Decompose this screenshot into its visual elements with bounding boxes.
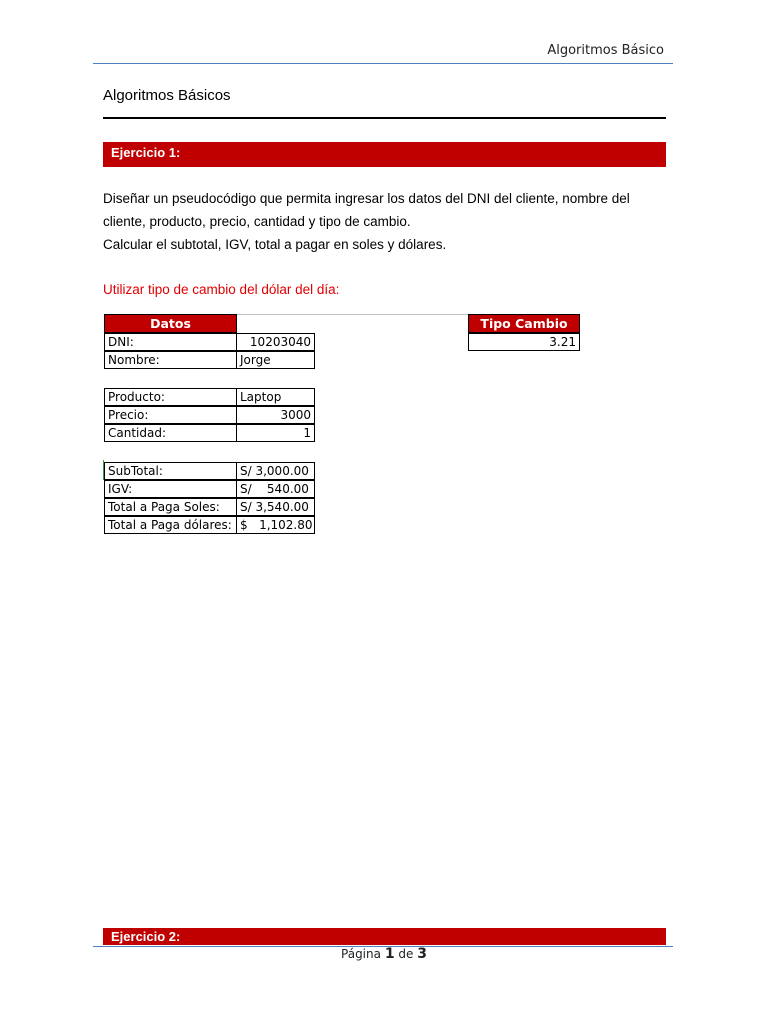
- footer-page-number: 1: [384, 946, 395, 962]
- exercise-1-paragraph-line-1: Diseñar un pseudocódigo que permita ingresar los datos del DNI del cliente, nombre del: [103, 191, 630, 206]
- page-footer: [0, 946, 768, 962]
- title-rule: [103, 117, 666, 119]
- label-nombre: Nombre:: [104, 351, 237, 369]
- label-total-soles: Total a Paga Soles:: [104, 498, 237, 516]
- value-total-dolares: $ 1,102.80: [236, 516, 315, 534]
- value-nombre: Jorge: [236, 351, 315, 369]
- exercise-1-banner: Ejercicio 1:: [103, 142, 666, 167]
- label-total-dolares: Total a Paga dólares:: [104, 516, 237, 534]
- header-rule: [93, 63, 673, 64]
- document-title: Algoritmos Básicos: [103, 87, 231, 104]
- exercise-1-paragraph-line-3: Calcular el subtotal, IGV, total a pagar en soles y dólares.: [103, 237, 447, 252]
- footer-page-label: Página: [341, 947, 381, 961]
- exercise-1-paragraph-line-2: cliente, producto, precio, cantidad y tipo de cambio.: [103, 214, 411, 229]
- exercise-2-banner: Ejercicio 2:: [103, 928, 666, 945]
- value-cantidad: 1: [236, 424, 315, 442]
- datos-header: Datos: [104, 314, 237, 333]
- footer-total-pages: 3: [417, 946, 427, 962]
- value-igv: S/ 540.00: [236, 480, 315, 498]
- value-producto: Laptop: [236, 388, 315, 406]
- value-dni: 10203040: [236, 333, 315, 351]
- label-producto: Producto:: [104, 388, 237, 406]
- tipo-cambio-header: Tipo Cambio: [468, 314, 580, 333]
- label-dni: DNI:: [104, 333, 237, 351]
- exchange-rate-note: Utilizar tipo de cambio del dólar del día:: [103, 282, 340, 297]
- value-precio: 3000: [236, 406, 315, 424]
- tipo-cambio-value: 3.21: [468, 333, 580, 351]
- page-header-text: Algoritmos Básico: [547, 43, 664, 58]
- value-subtotal: S/ 3,000.00: [236, 462, 315, 480]
- sheet-gridline: [237, 314, 468, 315]
- value-total-soles: S/ 3,540.00: [236, 498, 315, 516]
- label-igv: IGV:: [104, 480, 237, 498]
- label-subtotal: SubTotal:: [104, 462, 237, 480]
- label-precio: Precio:: [104, 406, 237, 424]
- cell-selection-mark: [103, 460, 104, 480]
- footer-of-label: de: [398, 947, 414, 961]
- label-cantidad: Cantidad:: [104, 424, 237, 442]
